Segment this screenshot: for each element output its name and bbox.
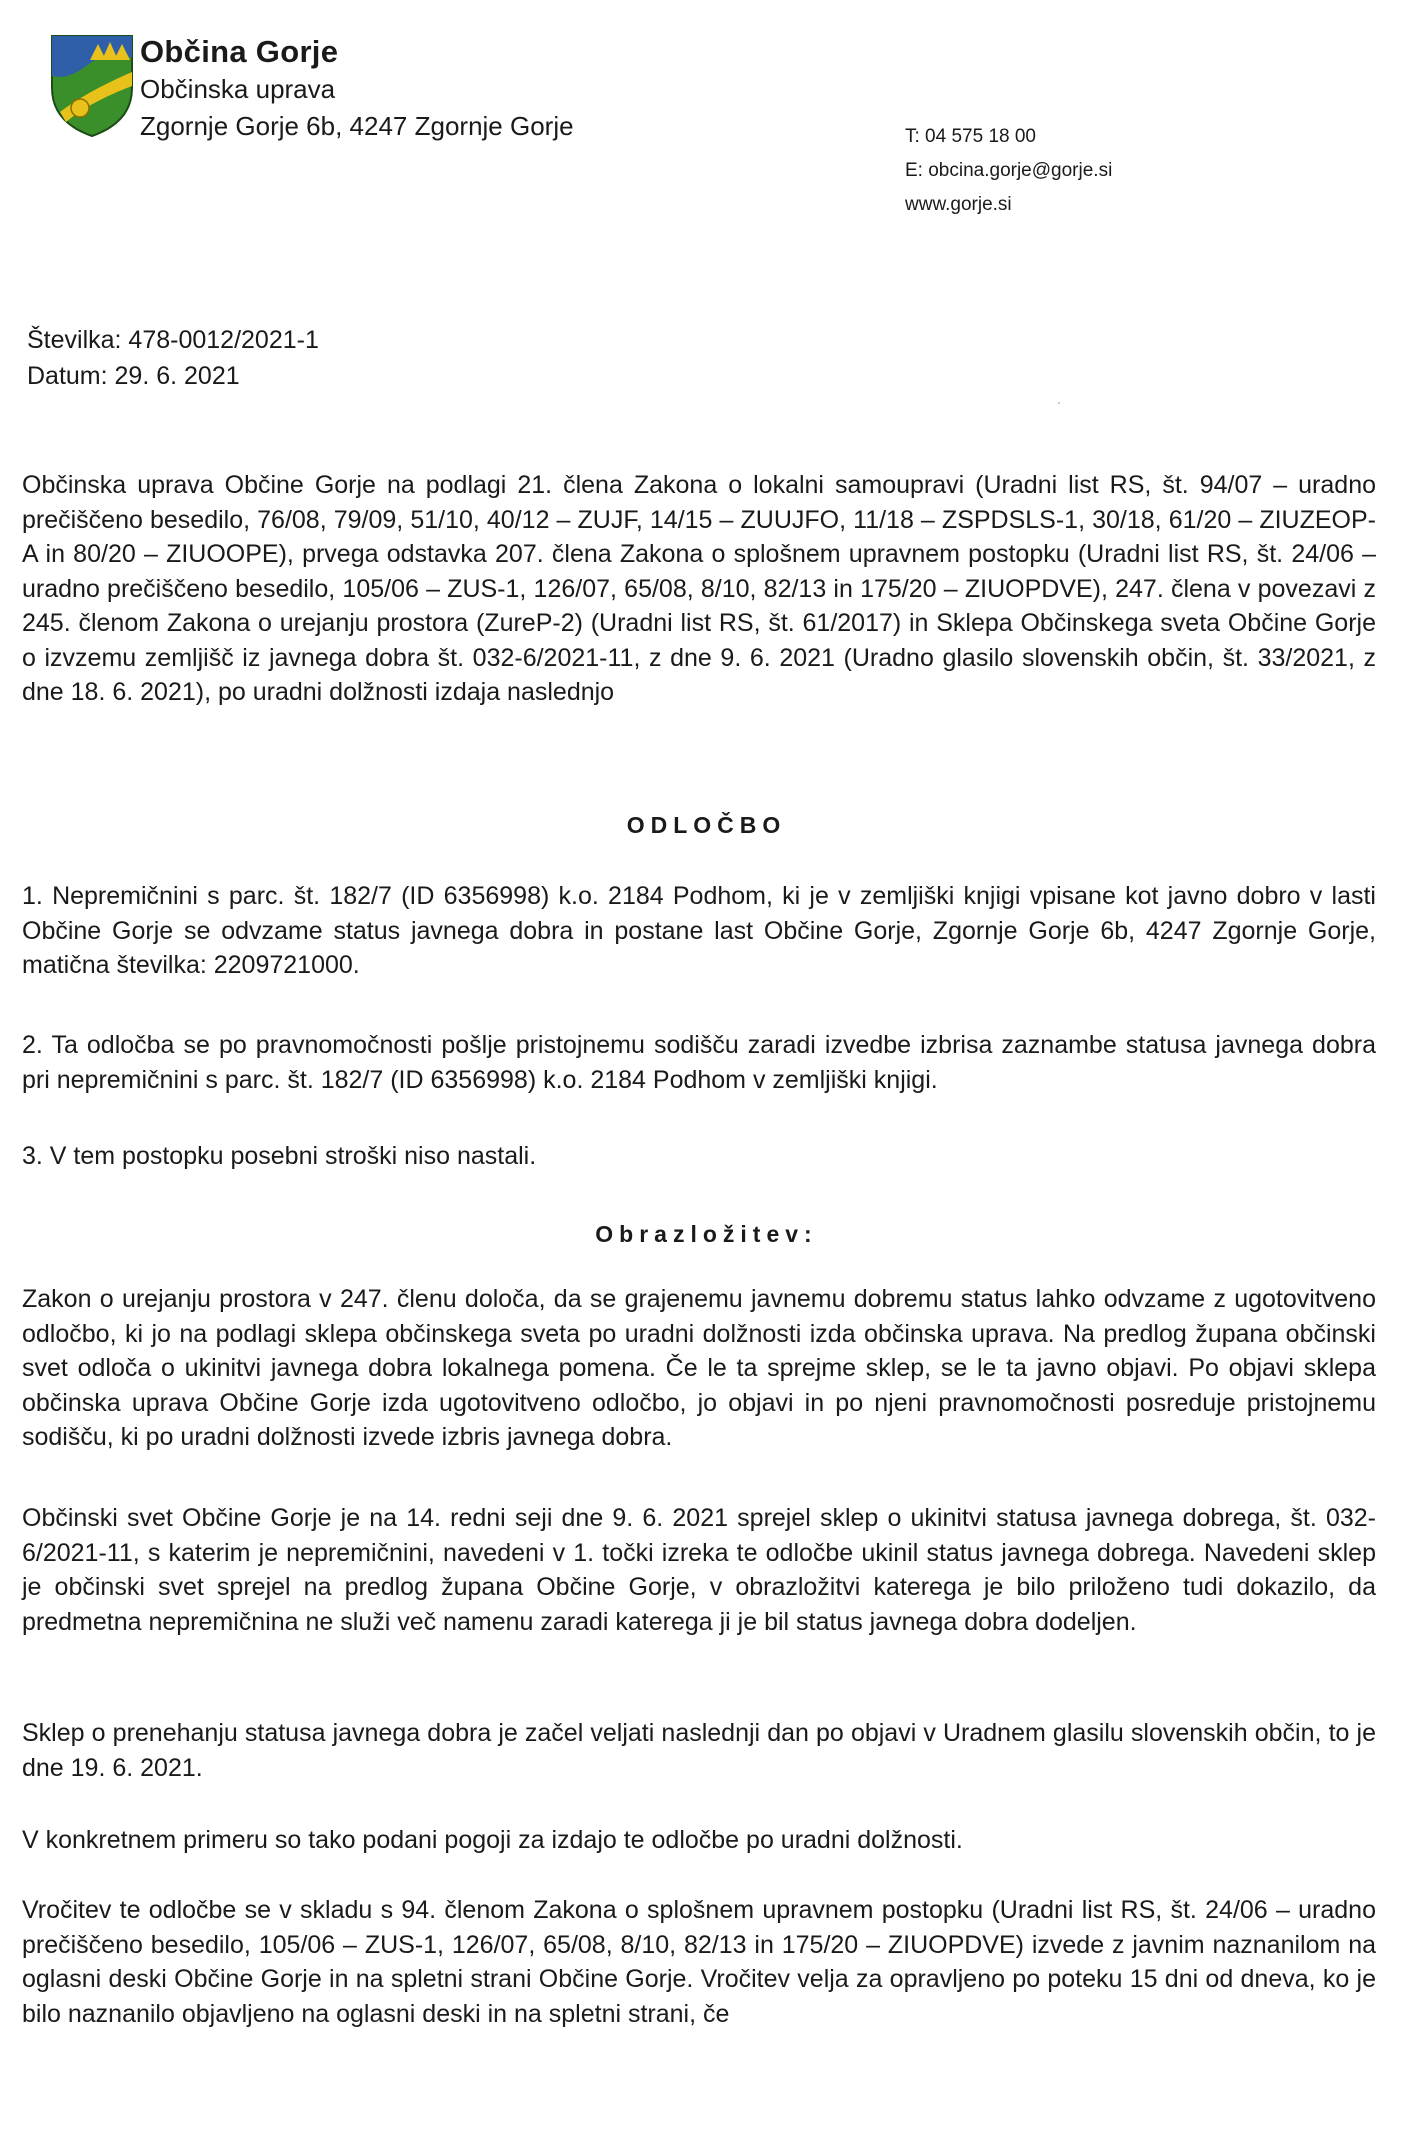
explanation-paragraph-1: Zakon o urejanju prostora v 247. členu določa, da se grajenemu javnemu dobremu status lahko odvzame z ugotovitveno odločbo, ki jo na podlagi sklepa občinskega sveta po uradni dolžnosti izda občinska uprava. Na predlog župana občinski svet odloča o ukinitvi javnega dobra lokalnega pomena. Če le ta sprejme sklep, se le ta javno objavi. Po objavi sklepa občinska uprava Občine Gorje izda ugotovitveno odločbo, jo objavi in po njeni pravnomočnosti posreduje pristojnemu sodišču, ki po uradni dolžnosti izvede izbris javnega dobra. <box>22 1285 1376 1451</box>
explanation-paragraph-2: Občinski svet Občine Gorje je na 14. redni seji dne 9. 6. 2021 sprejel sklep o ukinitvi statusa javnega dobrega, št. 032-6/2021-11, s katerim je nepremičnini, navedeni v 1. točki izreka te odločbe ukinil status javnega dobrega. Navedeni sklep je občinski svet sprejel na predlog župana Občine Gorje, v obrazložitvi katerega je bilo priloženo tudi dokazilo, da predmetna nepremičnina ne služi več namenu zaradi katerega ji je bil status javnega dobra dodeljen. <box>22 1504 1376 1636</box>
document-date: Datum: 29. 6. 2021 <box>27 362 240 390</box>
decision-item-3: 3. V tem postopku posebni stroški niso nastali. <box>22 1142 537 1170</box>
explanation-paragraph-3: Sklep o prenehanju statusa javnega dobra je začel veljati naslednji dan po objavi v Uradnem glasilu slovenskih občin, to je dne 19. 6. 2021. <box>22 1719 1376 1782</box>
municipality-name: Občina Gorje <box>140 34 339 69</box>
legal-basis-paragraph: Občinska uprava Občine Gorje na podlagi 21. člena Zakona o lokalni samoupravi (Uradni list RS, št. 94/07 – uradno prečiščeno besedilo, 76/08, 79/09, 51/10, 40/12 – ZUJF, 14/15 – ZUUJFO, 11/18 – ZSPDSLS-1, 30/18, 61/20 – ZIUZEOP-A in 80/20 – ZIUOOPE), prvega odstavka 207. člena Zakona o splošnem upravnem postopku (Uradni list RS, št. 24/06 – uradno prečiščeno besedilo, 105/06 – ZUS-1, 126/07, 65/08, 8/10, 82/13 in 175/20 – ZIUOPDVE), 247. člena v povezavi z 245. členom Zakona o urejanju prostora (ZureP-2) (Uradni list RS, št. 61/2017) in Sklepa Občinskega sveta Občine Gorje o izvzemu zemljišč iz javnega dobra št. 032-6/2021-11, z dne 9. 6. 2021 (Uradno glasilo slovenskih občin, št. 33/2021, z dne 18. 6. 2021), po uradni dolžnosti izdaja naslednjo <box>22 471 1376 706</box>
department-name: Občinska uprava <box>140 74 336 104</box>
contact-email[interactable]: E: obcina.gorje@gorje.si <box>905 160 1113 181</box>
decision-heading: ODLOČBO <box>626 812 787 838</box>
contact-website[interactable]: www.gorje.si <box>905 194 1012 215</box>
explanation-paragraph-4: V konkretnem primeru so tako podani pogoji za izdajo te odločbe po uradni dolžnosti. <box>22 1826 963 1854</box>
scan-speck <box>1058 402 1060 404</box>
contact-phone: T: 04 575 18 00 <box>905 126 1036 147</box>
municipality-address: Zgornje Gorje 6b, 4247 Zgornje Gorje <box>140 111 574 141</box>
document-number: Številka: 478-0012/2021-1 <box>27 326 319 354</box>
decision-item-2: 2. Ta odločba se po pravnomočnosti pošlje pristojnemu sodišču zaradi izvedbe izbrisa zaznambe statusa javnega dobra pri nepremičnini s parc. št. 182/7 (ID 6356998) k.o. 2184 Podhom v zemljiški knjigi. <box>22 1031 1376 1094</box>
decision-item-1: 1. Nepremičnini s parc. št. 182/7 (ID 6356998) k.o. 2184 Podhom, ki je v zemljiški knjigi vpisane kot javno dobro v lasti Občine Gorje se odvzame status javnega dobra in postane last Občine Gorje, Zgornje Gorje 6b, 4247 Zgornje Gorje, matična številka: 2209721000. <box>22 882 1376 979</box>
municipality-coat-of-arms-icon <box>46 32 138 140</box>
explanation-heading: Obrazložitev: <box>595 1221 818 1247</box>
explanation-paragraph-5: Vročitev te odločbe se v skladu s 94. členom Zakona o splošnem upravnem postopku (Uradni list RS, št. 24/06 – uradno prečiščeno besedilo, 105/06 – ZUS-1, 126/07, 65/08, 8/10, 82/13 in 175/20 – ZIUOPDVE) izvede z javnim naznanilom na oglasni deski Občine Gorje in na spletni strani Občine Gorje. Vročitev velja za opravljeno po poteku 15 dni od dneva, ko je bilo naznanilo objavljeno na oglasni deski in na spletni strani, če <box>22 1896 1376 2028</box>
